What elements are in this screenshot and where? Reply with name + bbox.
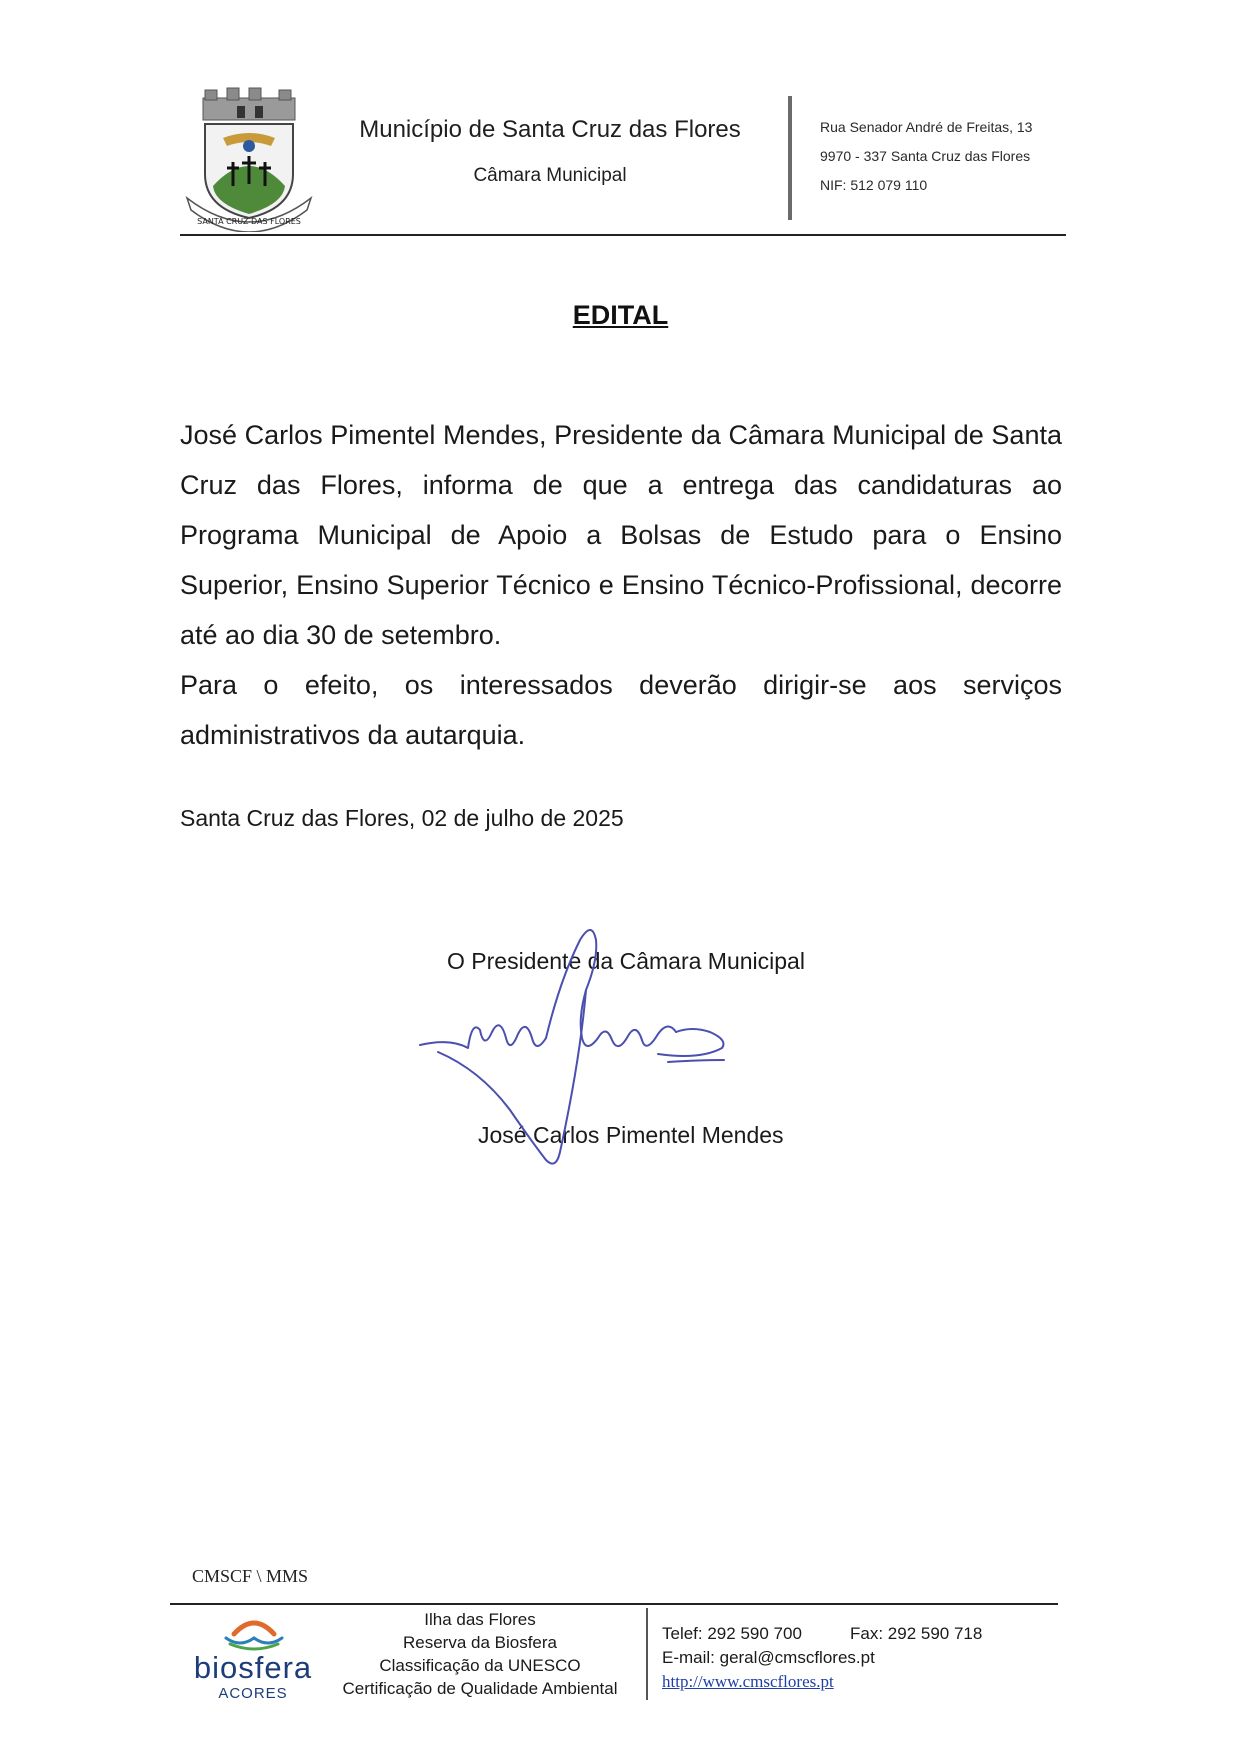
handwritten-signature [410, 920, 820, 1210]
municipality-subtitle: Câmara Municipal [473, 165, 627, 186]
footer-divider [646, 1608, 648, 1700]
crest-motto: SANTA CRUZ DAS FLORES [197, 217, 301, 226]
body-paragraph-2: Para o efeito, os interessados deverão dirigir-se aos serviços administrativos da autarquia. [180, 670, 1062, 750]
footer-email[interactable]: E-mail: geral@cmscflores.pt [662, 1648, 875, 1667]
nif-number: NIF: 512 079 110 [820, 177, 928, 193]
document-reference: CMSCF \ MMS [192, 1566, 309, 1586]
footer-fax: Fax: 292 590 718 [850, 1624, 983, 1643]
footer-phone: Telef: 292 590 700 [662, 1624, 802, 1643]
biosfera-subtitle: ACORES [218, 1685, 288, 1702]
footer-island: Ilha das Flores [424, 1610, 536, 1629]
footer-unesco: Classificação da UNESCO [379, 1656, 581, 1675]
document-title: EDITAL [572, 300, 669, 330]
header-rule [180, 234, 1066, 236]
municipal-crest-logo [183, 86, 315, 232]
signatory-role: O Presidente da Câmara Municipal [447, 948, 805, 974]
body-paragraph-1: José Carlos Pimentel Mendes, Presidente da Câmara Municipal de Santa Cruz das Flores, informa de que a entrega das candidaturas ao Programa Municipal de Apoio a Bolsas de Estudo para o Ensino Superior, Ensino Superior Técnico e Ensino Técnico-Profissional, decorre até ao dia 30 de setembro. [180, 420, 1062, 650]
dateline: Santa Cruz das Flores, 02 de julho de 2025 [180, 805, 624, 831]
signatory-name: José Carlos Pimentel Mendes [478, 1122, 784, 1148]
header-divider [788, 96, 792, 220]
footer-reserve: Reserva da Biosfera [402, 1633, 558, 1652]
footer-website-link[interactable]: http://www.cmscflores.pt [662, 1672, 834, 1691]
address-line-2: 9970 - 337 Santa Cruz das Flores [820, 148, 1031, 164]
biosfera-wordmark: biosfera [193, 1650, 313, 1685]
footer-rule [170, 1603, 1058, 1605]
municipality-name: Município de Santa Cruz das Flores [359, 116, 741, 143]
address-line-1: Rua Senador André de Freitas, 13 [820, 119, 1033, 135]
footer-certification: Certificação de Qualidade Ambiental [342, 1679, 618, 1698]
